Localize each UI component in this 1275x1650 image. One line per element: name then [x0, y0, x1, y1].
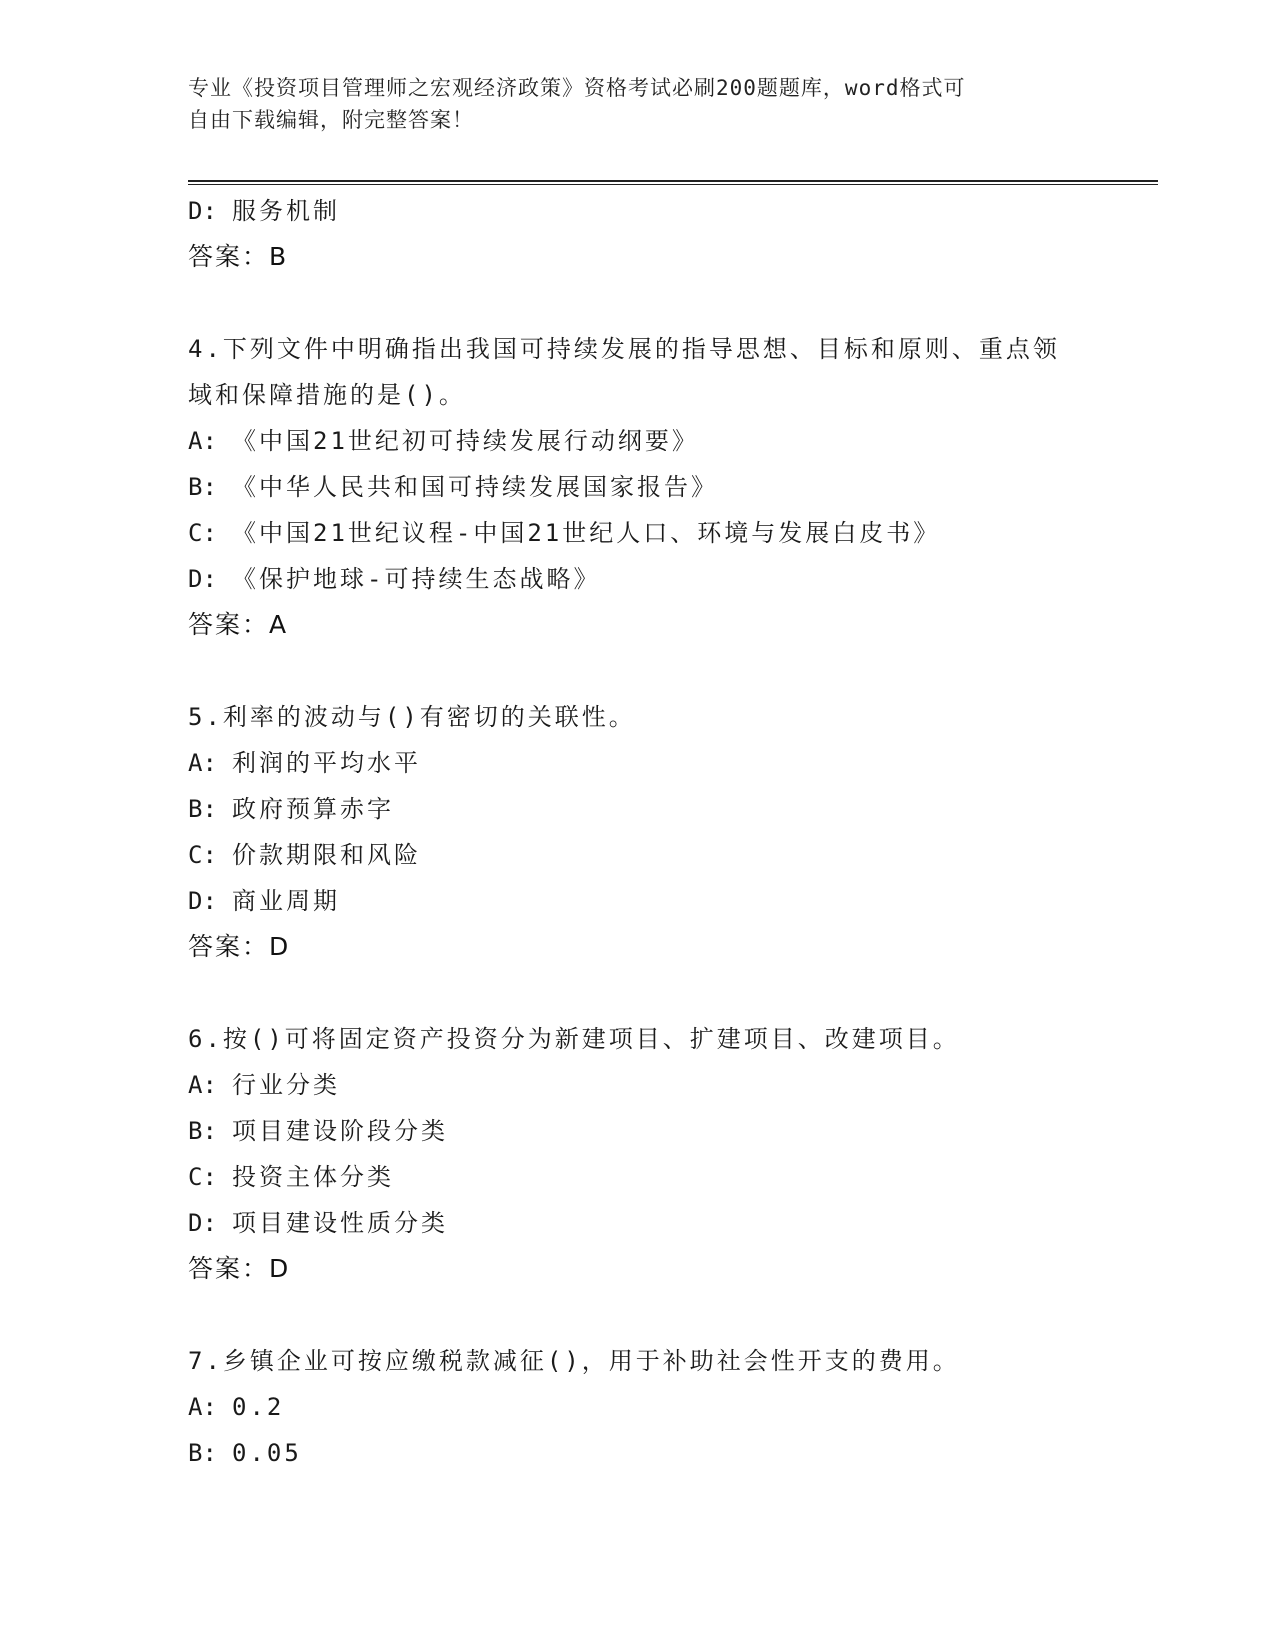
option-text: 服务机制	[232, 197, 340, 225]
option-b	[188, 1430, 1138, 1476]
option-text: 0.05	[232, 1439, 302, 1467]
option-text: 政府预算赤字	[232, 795, 394, 823]
option-b	[188, 786, 1138, 832]
option-key: B:	[188, 473, 217, 501]
option-key: D:	[188, 887, 217, 915]
question-number: 6.	[188, 1025, 223, 1053]
option-d	[188, 188, 1138, 234]
question-4-text	[188, 326, 1068, 418]
question-stem: 下列文件中明确指出我国可持续发展的指导思想、目标和原则、重点领域和保障措施的是()。	[188, 335, 1060, 409]
option-a	[188, 1062, 1138, 1108]
header-divider	[188, 180, 1158, 185]
option-key: A:	[188, 1393, 217, 1421]
option-key: B:	[188, 795, 217, 823]
option-text: 《保护地球-可持续生态战略》	[232, 565, 601, 593]
option-text: 项目建设阶段分类	[232, 1117, 448, 1145]
question-6-text	[188, 1016, 1068, 1062]
option-text: 利润的平均水平	[232, 749, 421, 777]
option-a	[188, 418, 1138, 464]
option-text: 商业周期	[232, 887, 340, 915]
option-text: 价款期限和风险	[232, 841, 421, 869]
option-a	[188, 1384, 1138, 1430]
option-b	[188, 464, 1138, 510]
question-number: 4.	[188, 335, 223, 363]
option-text: 投资主体分类	[232, 1163, 394, 1191]
document-header	[188, 72, 1088, 136]
option-c	[188, 1154, 1138, 1200]
option-text: 《中国21世纪初可持续发展行动纲要》	[232, 427, 699, 455]
question-stem: 利率的波动与()有密切的关联性。	[222, 703, 636, 731]
option-text: 0.2	[232, 1393, 285, 1421]
option-key: D:	[188, 197, 217, 225]
question-number: 5.	[188, 703, 223, 731]
question-number: 7.	[188, 1347, 223, 1375]
answer-line: 答案：B	[188, 242, 289, 271]
option-key: C:	[188, 519, 217, 547]
option-key: D:	[188, 1209, 217, 1237]
option-key: B:	[188, 1439, 217, 1467]
option-d	[188, 878, 1138, 924]
answer-line: 答案：D	[188, 1254, 291, 1283]
option-key: A:	[188, 1071, 217, 1099]
option-key: C:	[188, 841, 217, 869]
option-c	[188, 832, 1138, 878]
option-text: 行业分类	[232, 1071, 340, 1099]
question-stem: 按()可将固定资产投资分为新建项目、扩建项目、改建项目。	[222, 1025, 960, 1053]
question-list	[188, 188, 1138, 1476]
option-b	[188, 1108, 1138, 1154]
option-key: C:	[188, 1163, 217, 1191]
header-line-2: 自由下载编辑，附完整答案！	[188, 108, 474, 132]
option-key: D:	[188, 565, 217, 593]
option-a	[188, 740, 1138, 786]
question-7-text	[188, 1338, 1068, 1384]
question-stem: 乡镇企业可按应缴税款减征()，用于补助社会性开支的费用。	[222, 1347, 960, 1375]
option-key: B:	[188, 1117, 217, 1145]
question-5-text	[188, 694, 1068, 740]
option-d	[188, 556, 1138, 602]
option-d	[188, 1200, 1138, 1246]
option-text: 《中华人民共和国可持续发展国家报告》	[232, 473, 718, 501]
option-text: 《中国21世纪议程-中国21世纪人口、环境与发展白皮书》	[232, 519, 941, 547]
answer-line: 答案：D	[188, 932, 291, 961]
option-c	[188, 510, 1138, 556]
answer-line: 答案：A	[188, 610, 289, 639]
option-key: A:	[188, 427, 217, 455]
header-line-1: 专业《投资项目管理师之宏观经济政策》资格考试必刷200题题库，word格式可	[188, 76, 966, 100]
option-key: A:	[188, 749, 217, 777]
option-text: 项目建设性质分类	[232, 1209, 448, 1237]
